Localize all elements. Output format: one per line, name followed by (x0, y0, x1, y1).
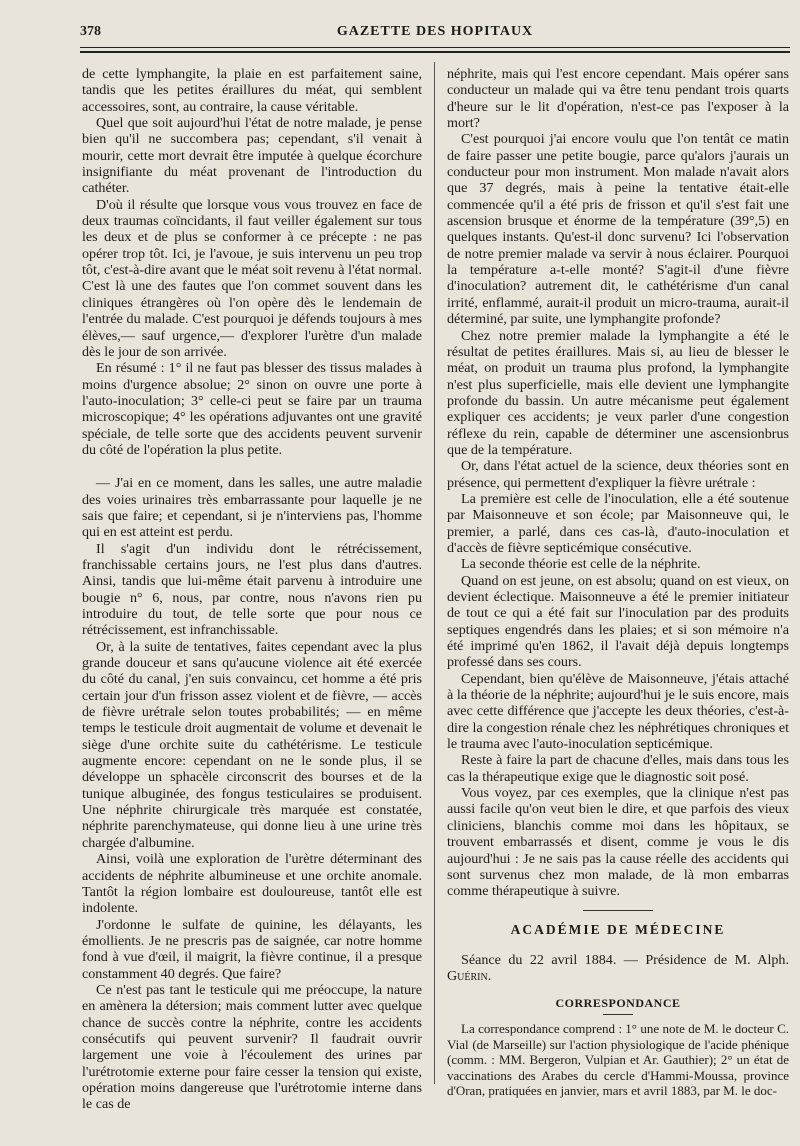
paragraph: Cependant, bien qu'élève de Maisonneuve, j'étais attaché à la théorie de la néphrite; aujourd'hui je le suis encore, mais avec cette différence que j'accepte les deux théories, c'est-à-dire la congestion rénale chez les néphrétiques chroniques et le trauma avec l'auto-inoculation septicémique. (447, 670, 789, 753)
right-column-text (447, 66, 789, 900)
paragraph: En résumé : 1° il ne faut pas blesser des tissus malades à moins d'urgence absolue; 2° sinon on ouvre une porte à l'auto-inoculation; 3° celle-ci peut se faire par un trauma microscopique; 4° les opérations adjuvantes ont une gravité spéciale, de telle sorte que des accidents peuvent survenir du côté de l'opération la plus petite. (82, 360, 422, 458)
correspondance-text: La correspondance comprend : 1° une note de M. le docteur C. Vial (de Marseille) sur l'action physiologique de l'acide phénique (comm. : MM. Bergeron, Vulpian et Ar. Gauthier); 2° un état de vaccinations des Arabes du cercle d'Hammi-Moussa, province d'Oran, pratiquées en janvier, mars et avril 1883, par M. le doc- (447, 1020, 789, 1099)
paragraph: C'est pourquoi j'ai encore voulu que l'on tentât ce matin de faire passer une petite bougie, parce qu'alors j'aurais un conducteur pour mon instrument. Mon malade n'avait alors que 37 degrés, mais à peine la tentative était-elle commencée qu'il a été pris de frisson et qu'il s'est fait une ascension brusque et énorme de la température (39°,5) en quelques instants. Qu'est-il donc survenu? Ici l'observation de notre premier malade va servir à nous éclairer. Pourquoi la température a-t-elle monté? S'agit-il d'une fièvre d'inoculation? autrement dit, le cathétérisme d'un canal irrité, enflammé, aurait-il produit un micro-trauma, aurait-il déterminé, par suite, une lymphangite profonde? (447, 131, 789, 328)
seance-suffix: . (487, 968, 492, 985)
paragraph: Chez notre premier malade la lymphangite a été le résultat de petites éraillures. Mais si, au lieu de blesser le méat, on produit un trauma plus profond, la lymphangite n'est plus superficielle, mais elle devient une lymphangite profonde du bassin. Un autre mécanisme peut également expliquer ces accidents; je veux parler d'une congestion réflexe du rein, capable de déterminer une ascensionbrus que de la température. (447, 327, 789, 458)
paragraph: Il s'agit d'un individu dont le rétrécissement, franchissable certains jours, ne l'est plus dans d'autres. Ainsi, tandis que lui-même était parvenu à introduire une bougie n° 6, nous, par contre, nous n'avons rien pu introduire du tout, de telle sorte que pour nous ce rétrécissement, est infranchissable. (82, 540, 422, 639)
paragraph: Reste à faire la part de chacune d'elles, mais dans tous les cas la thérapeutique exige que le diagnostic soit posé. (447, 752, 789, 785)
paragraph: Vous voyez, par ces exemples, que la clinique n'est pas aussi facile qu'on veut bien le dire, et que parfois des vieux cliniciens, blanchis comme moi dans les hôpitaux, se trouvent embarrassés et disent, comme je vous le dis aujourd'hui : Je ne sais pas la cause réelle des accidents qui sont survenus chez mon malade, de là mon embarras comme thérapeutique à suivre. (447, 785, 789, 900)
journal-title: GAZETTE DES HOPITAUX (336, 24, 534, 39)
paragraph: Quel que soit aujourd'hui l'état de notre malade, je pense bien qu'il ne succombera pas; cependant, s'il venait à mourir, cette mort devrait être imputée à quelque écorchure insignifiante du méat provenant de l'introduction du cathéter. (82, 115, 422, 197)
header-rule-top (80, 47, 790, 48)
paragraph: J'ordonne le sulfate de quinine, les délayants, les émollients. Je ne prescris pas de saignée, car notre homme fond à vue d'œil, il maigrit, la fièvre continue, il a presque constamment 40 degrés. Que faire? (82, 916, 422, 982)
left-column (82, 66, 422, 1113)
section-title-academie: ACADÉMIE DE MÉDECINE (510, 921, 726, 937)
column-divider (434, 62, 435, 1084)
paragraph: Or, à la suite de tentatives, faites cependant avec la plus grande douceur et sans qu'aucune violence ait été exercée du côté du canal, j'en suis convaincu, cet homme a été pris certain jour d'un frisson assez violent et de fièvre, — accès de fièvre urétrale selon toutes probabilités; — en même temps le testicule droit augmentait de volume et devenait le siège d'une orchite suite du cathétérisme. Le testicule augmente encore: cependant on ne le sonde plus, il se développe un sphacèle circonscrit des bourses et de la tunique albuginée, des fongus testiculaires se produisent. Une néphrite chirurgicale très marquée est constatée, néphrite parenchymateuse, qui donne lieu à une urine très chargée d'albumine. (82, 638, 422, 851)
seance-president: Guérin (447, 968, 488, 985)
paragraph: Ce n'est pas tant le testicule qui me préoccupe, la nature en amènera la détersion; mais comment lutter avec quelque chance de succès contre la néphrite, contre les accidents consécutifs qui peuvent survenir? Il faudrait ouvrir largement une voie à l'écoulement des urines par l'urétrotomie externe pour faire cesser la tension qui existe, opération moins dangereuse que l'urétrotomie interne dans le cas de (82, 981, 422, 1113)
paragraph: La seconde théorie est celle de la néphrite. (461, 556, 701, 573)
page-header (80, 24, 790, 46)
header-rule-bottom (80, 51, 790, 53)
paragraph: néphrite, mais qui l'est encore cependant. Mais opérer sans conducteur un malade qui va être tenu pendant trois quarts d'heure sur le lit d'opération, n'est-ce pas l'exposer à la mort? (447, 66, 789, 132)
paragraph: Ainsi, voilà une exploration de l'urètre déterminant des accidents de néphrite albumineuse et une orchite anomale. Tantôt la région lombaire est douloureuse, tantôt elle est indolente. (82, 851, 422, 917)
paragraph: Or, dans l'état actuel de la science, deux théories sont en présence, qui permettent d'expliquer la fièvre urétrale : (447, 458, 789, 491)
seance-prefix: Séance du 22 avril 1884. — Présidence de M. Alph. (461, 951, 789, 968)
seance-line (447, 952, 789, 985)
paragraph: La première est celle de l'inoculation, elle a été soutenue par Maisonneuve et son école; par Maisonneuve qui, le premier, a parlé, dans ces cas-là, d'auto-inoculation et d'accès de fièvre septicémique consécutive. (447, 490, 789, 556)
correspondance-title: CORRESPONDANCE (555, 995, 681, 1010)
paragraph: D'où il résulte que lorsque vous vous trouvez en face de deux traumas coïncidants, il faut veiller également sur tous les deux et de plus se conformer à ce précepte : ne pas opérer trop tôt. Ici, je l'avoue, je suis intervenu un peu trop tôt, c'est-à-dire avant que le méat soit revenu à l'état normal. C'est là une des fautes que l'on commet souvent dans les cliniques étrangères où l'on opère dès le lendemain de l'entrée du malade. C'est pourquoi je défends toujours à mes élèves,— sauf urgence,— d'explorer l'urètre d'un malade dès le jour de son arrivée. (82, 196, 422, 360)
page-number: 378 (80, 24, 101, 39)
paragraph: Quand on est jeune, on est absolu; quand on est vieux, on devient éclectique. Maisonneuve a été le premier initiateur de tout ce qui a été fait sur l'inoculation par des produits septiques engendrés dans les plaies; et si son mémoire n'a été imprimé qu'en 1862, il l'avait déjà depuis longtemps professé dans ses cours. (447, 572, 789, 671)
paragraph: de cette lymphangite, la plaie en est parfaitement saine, tandis que les petites éraillures du méat, qui semblent accessoires, sont, au contraire, la cause véritable. (82, 66, 422, 115)
section-separator (447, 906, 789, 916)
correspondance-rule (447, 1013, 789, 1017)
paragraph: — J'ai en ce moment, dans les salles, une autre maladie des voies urinaires très embarrassante pour laquelle je ne sais que faire; et cependant, si je n'interviens pas, l'homme qui en est atteint est perdu. (82, 475, 422, 541)
right-column (447, 66, 789, 1099)
